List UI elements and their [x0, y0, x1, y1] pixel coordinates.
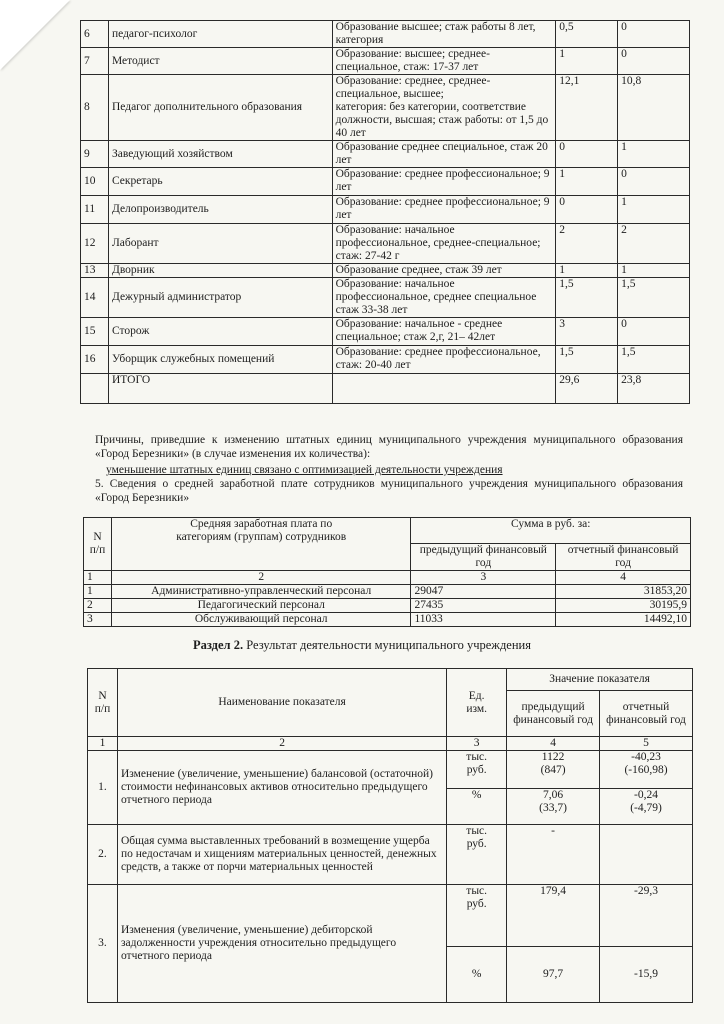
staff-position: Сторож — [108, 318, 332, 346]
staff-num: 16 — [81, 346, 109, 374]
staff-prev-count: 1,5 — [556, 346, 618, 374]
staff-education: Образование: начальное профессиональное, среднее-специальное; стаж: 27-42 г — [332, 224, 556, 264]
staff-row — [81, 264, 690, 278]
reasons-paragraph: Причины, приведшие к изменению штатных единиц муниципального учреждения муниципального образования «Город Березники» (в случае изменения их количества): — [95, 434, 683, 460]
staff-num: 9 — [81, 141, 109, 168]
staff-position: Дежурный администратор — [108, 278, 332, 318]
staff-position: Лаборант — [108, 224, 332, 264]
staff-row — [81, 346, 690, 374]
result-curr: -40,23 (-160,98) — [600, 751, 693, 789]
staff-curr-count: 1 — [618, 196, 690, 224]
staff-prev-count: 3 — [556, 318, 618, 346]
result-unit: % — [447, 947, 507, 1003]
staff-position: Методист — [108, 48, 332, 75]
section-2-title — [0, 638, 724, 653]
staff-education: Образование: начальное профессиональное, среднее специальное стаж 33-38 лет — [332, 278, 556, 318]
salary-num: 3 — [84, 613, 112, 627]
staff-education: Образование: высшее; среднее-специальное, стаж: 17-37 лет — [332, 48, 556, 75]
section-2-text: Результат деятельности муниципального учреждения — [243, 638, 531, 652]
result-name: Изменение (увеличение, уменьшение) балансовой (остаточной) стоимости нефинансовых активов относительно предыдущего отчетного периода — [117, 751, 446, 825]
result-colnum: 5 — [600, 737, 693, 751]
staff-num: 13 — [81, 264, 109, 278]
staff-table — [80, 20, 690, 404]
staff-prev-count: 1 — [556, 264, 618, 278]
result-table-body — [88, 751, 693, 1003]
result-colnum: 1 — [88, 737, 118, 751]
salary-colnum: 2 — [111, 571, 411, 585]
staff-num: 15 — [81, 318, 109, 346]
staff-education: Образование высшее; стаж работы 8 лет, категория — [332, 21, 556, 48]
staff-num: 14 — [81, 278, 109, 318]
result-colnum: 3 — [447, 737, 507, 751]
salary-num: 2 — [84, 599, 112, 613]
staff-prev-count: 0,5 — [556, 21, 618, 48]
staff-curr-count: 0 — [618, 318, 690, 346]
result-curr — [600, 825, 693, 885]
staff-table-body — [81, 21, 690, 404]
staff-curr-count: 1,5 — [618, 346, 690, 374]
reasons-value: уменьшение штатных единиц связано с оптимизацией деятельности учреждения — [106, 464, 503, 476]
staff-education: Образование среднее, стаж 39 лет — [332, 264, 556, 278]
salary-prev: 27435 — [411, 599, 556, 613]
salary-header-num: N п/п — [84, 518, 112, 571]
staff-prev-count: 2 — [556, 224, 618, 264]
staff-position: Педагог дополнительного образования — [108, 75, 332, 141]
salary-table — [83, 517, 691, 627]
staff-row — [81, 224, 690, 264]
result-unit: тыс. руб. — [447, 825, 507, 885]
staff-curr-count: 0 — [618, 48, 690, 75]
salary-colnum: 1 — [84, 571, 112, 585]
salary-header-category: Средняя заработная плата по категориям (группам) сотрудников — [111, 518, 411, 571]
staff-curr-count: 1 — [618, 264, 690, 278]
salary-header-curr: отчетный финансовый год — [556, 544, 691, 571]
staff-row — [81, 75, 690, 141]
staff-total-prev: 29,6 — [556, 374, 618, 404]
result-curr: -15,9 — [600, 947, 693, 1003]
staff-row — [81, 278, 690, 318]
result-name: Общая сумма выставленных требований в возмещение ущерба по недостачам и хищениям материальных ценностей, денежных средств, а также от порчи материальных ценностей — [117, 825, 446, 885]
salary-colnum: 4 — [556, 571, 691, 585]
result-colnum: 4 — [507, 737, 600, 751]
salary-prev: 29047 — [411, 585, 556, 599]
salary-header-sum: Сумма в руб. за: — [411, 518, 691, 544]
salary-row — [84, 599, 691, 613]
salary-curr: 31853,20 — [556, 585, 691, 599]
staff-education: Образование: среднее, среднее-специальное, высшее; категория: без категории, соответствие должности, высшая; стаж работы: от 1,5 до 40 лет — [332, 75, 556, 141]
staff-prev-count: 1 — [556, 168, 618, 196]
staff-num: 8 — [81, 75, 109, 141]
result-header-curr: отчетный финансовый год — [600, 691, 693, 737]
result-header-value: Значение показателя — [507, 669, 693, 691]
result-prev: 7,06 (33,7) — [507, 789, 600, 825]
staff-row — [81, 168, 690, 196]
staff-education: Образование: среднее профессиональное; 9 лет — [332, 168, 556, 196]
salary-colnum: 3 — [411, 571, 556, 585]
staff-total-curr: 23,8 — [618, 374, 690, 404]
result-curr: -0,24 (-4,79) — [600, 789, 693, 825]
salary-category: Педагогический персонал — [111, 599, 411, 613]
staff-num: 7 — [81, 48, 109, 75]
staff-row — [81, 196, 690, 224]
result-header-name: Наименование показателя — [117, 669, 446, 737]
result-prev: 1122 (847) — [507, 751, 600, 789]
staff-prev-count: 1,5 — [556, 278, 618, 318]
salary-header-prev: предыдущий финансовый год — [411, 544, 556, 571]
staff-prev-count: 12,1 — [556, 75, 618, 141]
staff-position: Секретарь — [108, 168, 332, 196]
section-2-prefix: Раздел 2. — [193, 638, 244, 652]
staff-num: 6 — [81, 21, 109, 48]
result-unit: тыс. руб. — [447, 751, 507, 789]
staff-num: 11 — [81, 196, 109, 224]
result-unit: тыс. руб. — [447, 885, 507, 947]
staff-position: Уборщик служебных помещений — [108, 346, 332, 374]
staff-curr-count: 0 — [618, 168, 690, 196]
result-prev: 179,4 — [507, 885, 600, 947]
staff-curr-count: 2 — [618, 224, 690, 264]
result-header-prev: предыдущий финансовый год — [507, 691, 600, 737]
result-header-unit: Ед. изм. — [447, 669, 507, 737]
staff-curr-count: 1,5 — [618, 278, 690, 318]
salary-num: 1 — [84, 585, 112, 599]
result-name: Изменения (увеличение, уменьшение) дебиторской задолженности учреждения относительно предыдущего отчетного периода — [117, 885, 446, 1003]
staff-row — [81, 318, 690, 346]
staff-position: Заведующий хозяйством — [108, 141, 332, 168]
staff-num: 12 — [81, 224, 109, 264]
result-header-num: N п/п — [88, 669, 118, 737]
result-table — [87, 668, 693, 1003]
staff-total-education — [332, 374, 556, 404]
page-corner-fold — [0, 0, 70, 70]
staff-education: Образование: среднее профессиональное; 9 лет — [332, 196, 556, 224]
staff-prev-count: 0 — [556, 196, 618, 224]
staff-education: Образование: среднее профессиональное, стаж: 20-40 лет — [332, 346, 556, 374]
staff-prev-count: 0 — [556, 141, 618, 168]
salary-curr: 30195,9 — [556, 599, 691, 613]
result-row — [88, 825, 693, 885]
salary-row — [84, 585, 691, 599]
result-prev: 97,7 — [507, 947, 600, 1003]
result-num: 3. — [88, 885, 118, 1003]
staff-total-row — [81, 374, 690, 404]
staff-curr-count: 10,8 — [618, 75, 690, 141]
salary-row — [84, 613, 691, 627]
staff-row — [81, 141, 690, 168]
salary-curr: 14492,10 — [556, 613, 691, 627]
result-colnum: 2 — [117, 737, 446, 751]
result-row — [88, 751, 693, 789]
salary-category: Административно-управленческий персонал — [111, 585, 411, 599]
staff-prev-count: 1 — [556, 48, 618, 75]
staff-curr-count: 0 — [618, 21, 690, 48]
staff-num: 10 — [81, 168, 109, 196]
result-num: 1. — [88, 751, 118, 825]
result-unit: % — [447, 789, 507, 825]
staff-position: Делопроизводитель — [108, 196, 332, 224]
staff-position: педагог-психолог — [108, 21, 332, 48]
result-row — [88, 885, 693, 947]
result-curr: -29,3 — [600, 885, 693, 947]
staff-row — [81, 48, 690, 75]
result-num: 2. — [88, 825, 118, 885]
staff-total-num — [81, 374, 109, 404]
staff-position: Дворник — [108, 264, 332, 278]
result-prev: - — [507, 825, 600, 885]
salary-category: Обслуживающий персонал — [111, 613, 411, 627]
salary-heading: 5. Сведения о средней заработной плате сотрудников муниципального учреждения муниципального образования «Город Березники» — [95, 478, 683, 504]
staff-total-label: ИТОГО — [108, 374, 332, 404]
staff-curr-count: 1 — [618, 141, 690, 168]
staff-row — [81, 21, 690, 48]
salary-prev: 11033 — [411, 613, 556, 627]
staff-education: Образование среднее специальное, стаж 20 лет — [332, 141, 556, 168]
staff-education: Образование: начальное - среднее специальное; стаж 2,г, 21– 42лет — [332, 318, 556, 346]
salary-table-body — [84, 585, 691, 627]
